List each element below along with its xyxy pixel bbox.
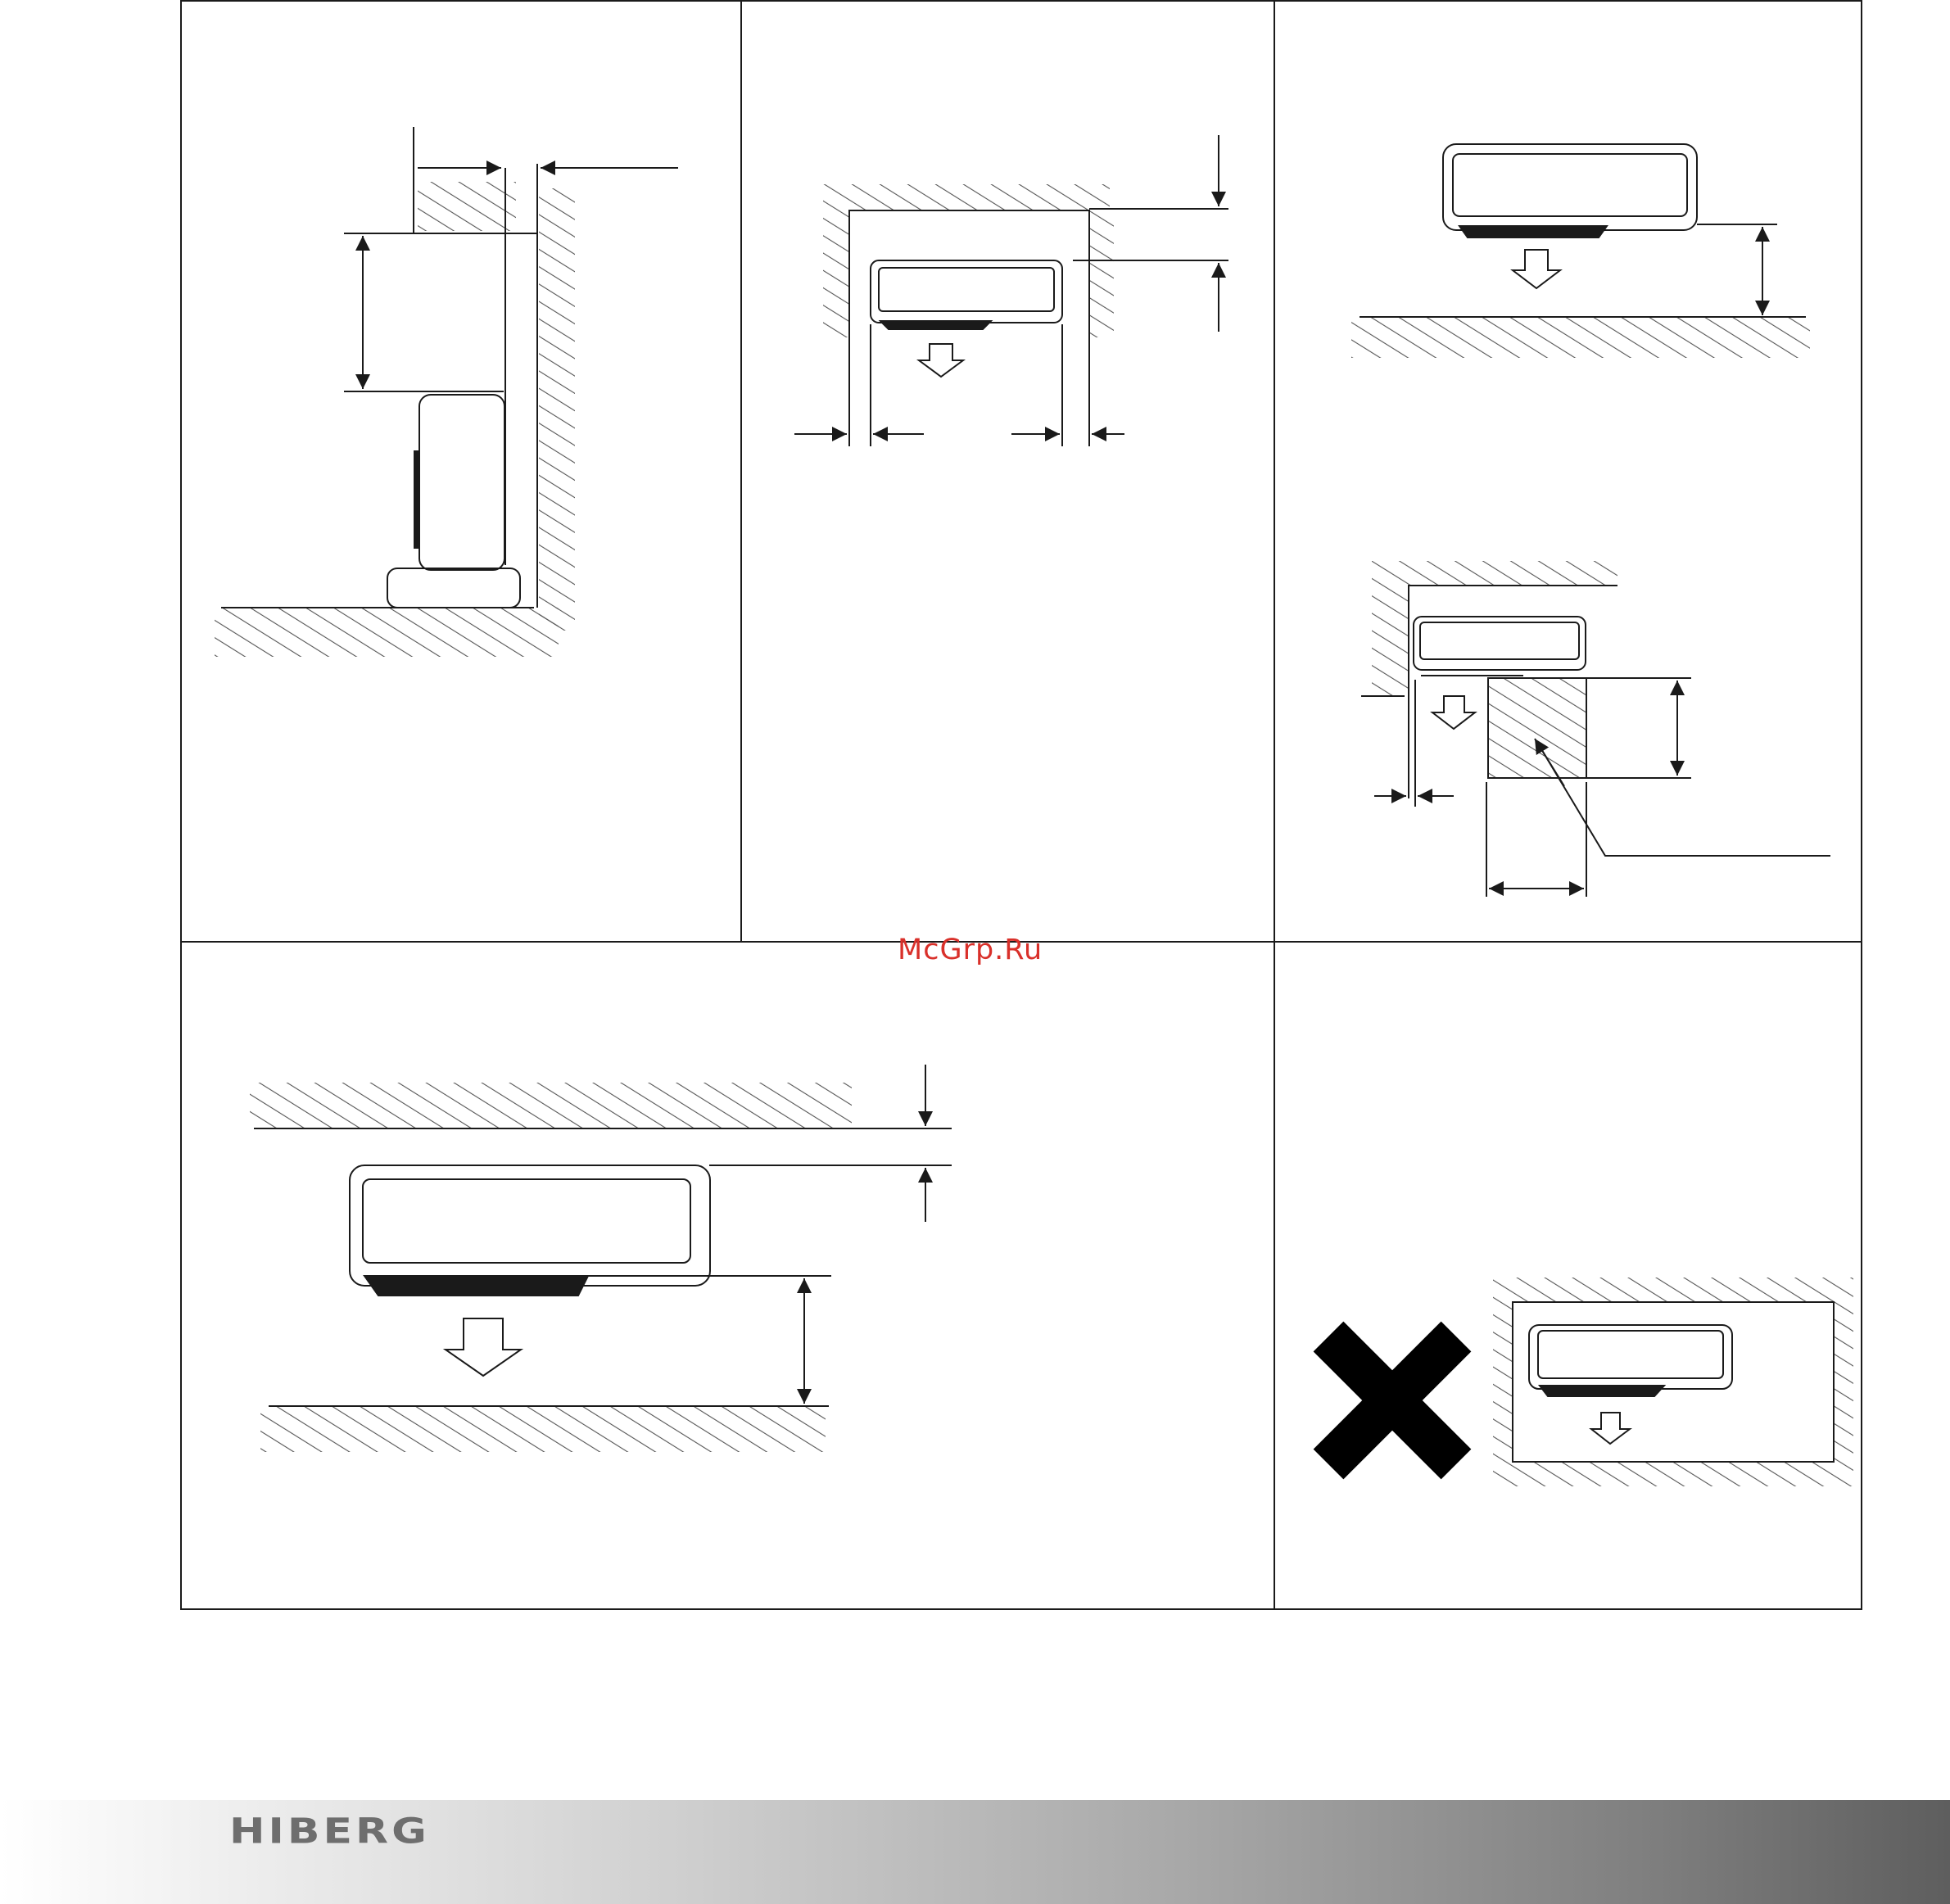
unit-louver [1459, 226, 1607, 237]
airflow-arrow-icon [919, 344, 963, 377]
enclosure-box [1513, 1302, 1834, 1462]
top-hatch [418, 182, 516, 231]
left-wall-hatch [823, 210, 849, 337]
wall-unit-panel [1453, 154, 1687, 216]
airflow-arrow-icon [1513, 250, 1560, 288]
wall-unit-panel [363, 1179, 690, 1263]
ceiling-hatch [823, 184, 1110, 210]
unit-base [387, 568, 520, 608]
wall-unit-outer [350, 1165, 710, 1286]
indoor-unit-body [419, 395, 504, 570]
wall-unit-panel [879, 268, 1054, 311]
floor-hatch [260, 1407, 826, 1452]
floor-hatch [215, 608, 559, 657]
floor-hatch [1351, 317, 1810, 358]
panel-obstacle-clearance [1361, 561, 1830, 897]
right-wall-hatch [1089, 210, 1114, 337]
unit-louver [880, 321, 991, 329]
right-wall-hatch [539, 188, 575, 631]
watermark-text: McGrp.Ru [898, 934, 1043, 966]
wall-unit-outer [1414, 617, 1586, 670]
prohibited-x-icon [1328, 1336, 1456, 1464]
wall-unit-panel [1420, 622, 1579, 659]
panel-enclosed-installation-not-allowed [1328, 1278, 1853, 1486]
unit-louver [364, 1276, 588, 1296]
airflow-arrow-icon [1432, 696, 1475, 729]
panel-wall-unit-side-clearance [794, 135, 1228, 446]
panel-floor-clearance [1351, 144, 1810, 358]
wall-unit-outer [1443, 144, 1697, 230]
left-wall-hatch [1372, 586, 1409, 696]
airflow-arrow-icon [446, 1318, 521, 1376]
brand-logo: HIBERG [229, 1811, 430, 1852]
wall-unit-outer [871, 260, 1062, 323]
obstacle-block [1488, 678, 1586, 778]
ceiling-hatch [1372, 561, 1617, 586]
panel-ceiling-and-floor-clearance [250, 1065, 952, 1452]
unit-louver [1540, 1386, 1664, 1396]
ceiling-hatch [250, 1083, 852, 1128]
panel-floor-standing-indoor-unit-clearance [215, 127, 678, 657]
